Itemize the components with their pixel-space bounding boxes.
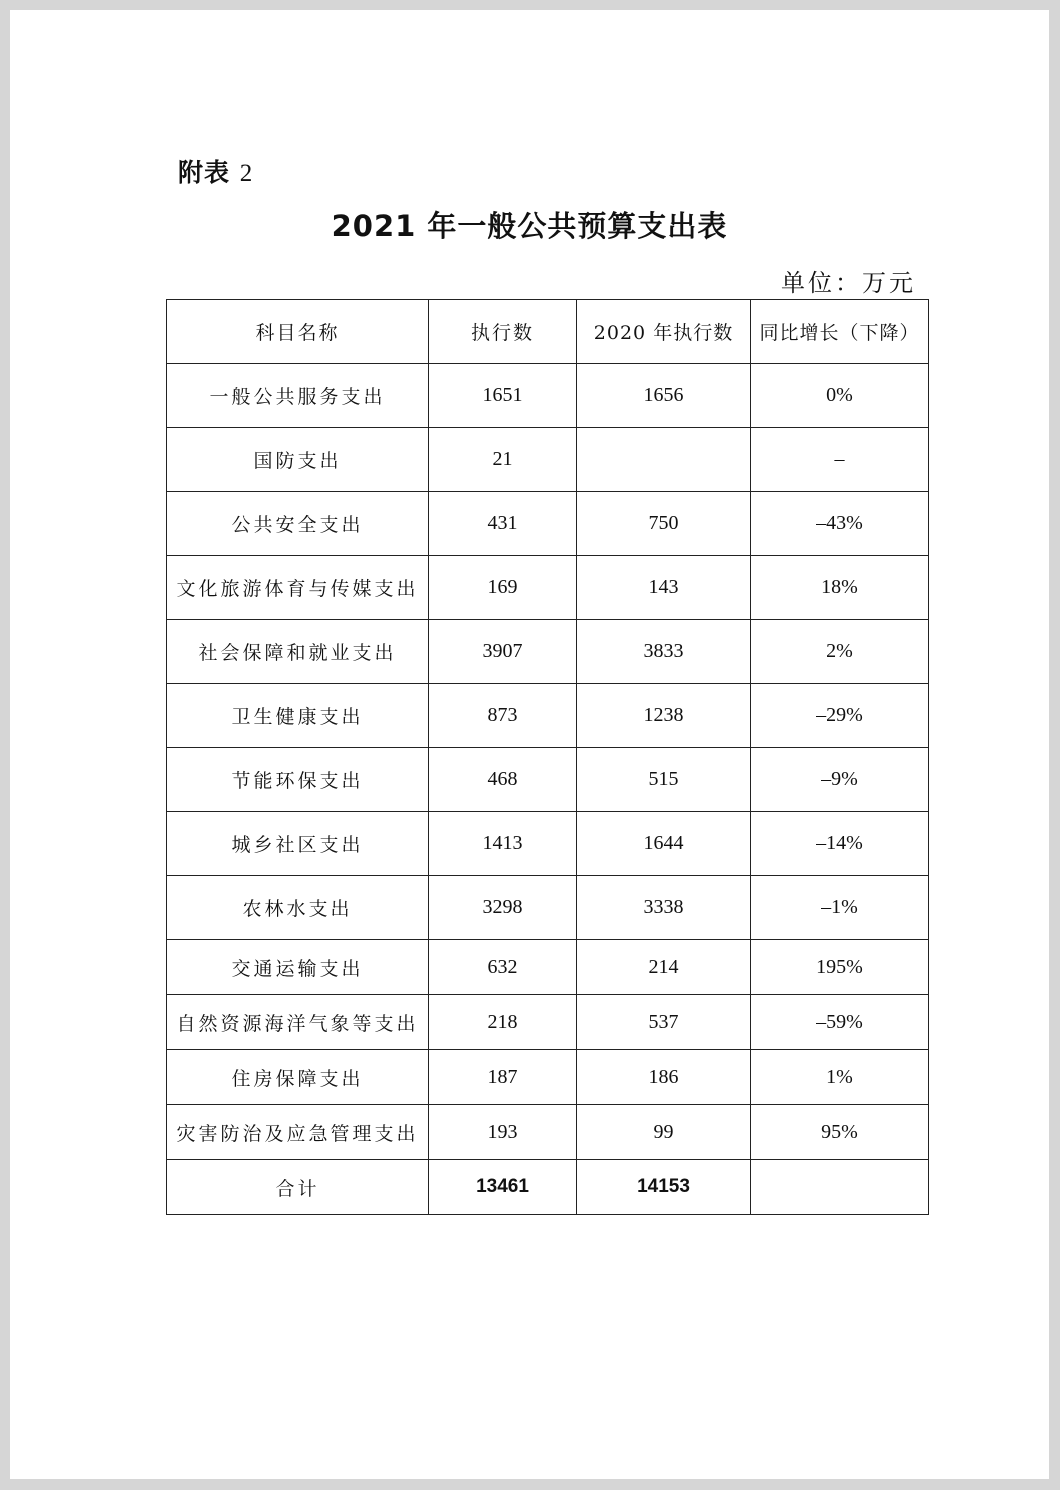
row-prev: 750 bbox=[577, 492, 751, 556]
row-prev: 537 bbox=[577, 995, 751, 1050]
row-exec: 632 bbox=[429, 940, 577, 995]
row-prev: 3338 bbox=[577, 876, 751, 940]
row-yoy: 95% bbox=[751, 1105, 929, 1160]
row-yoy: – bbox=[751, 428, 929, 492]
header-yoy: 同比增长（下降） bbox=[751, 300, 929, 364]
row-name: 节能环保支出 bbox=[167, 748, 429, 812]
table-row bbox=[167, 812, 929, 876]
row-prev: 214 bbox=[577, 940, 751, 995]
table-row bbox=[167, 364, 929, 428]
table-row bbox=[167, 876, 929, 940]
row-yoy: 1% bbox=[751, 1050, 929, 1105]
appendix-number: 2 bbox=[239, 160, 254, 187]
row-yoy: –43% bbox=[751, 492, 929, 556]
row-exec: 873 bbox=[429, 684, 577, 748]
table-row bbox=[167, 492, 929, 556]
row-exec: 21 bbox=[429, 428, 577, 492]
row-exec: 193 bbox=[429, 1105, 577, 1160]
row-exec: 169 bbox=[429, 556, 577, 620]
row-exec: 3907 bbox=[429, 620, 577, 684]
budget-table bbox=[166, 299, 929, 1215]
appendix-label bbox=[178, 153, 253, 189]
row-yoy: –1% bbox=[751, 876, 929, 940]
table-row bbox=[167, 428, 929, 492]
row-exec: 468 bbox=[429, 748, 577, 812]
row-name: 一般公共服务支出 bbox=[167, 364, 429, 428]
appendix-label-text: 附表 bbox=[178, 158, 231, 187]
table-row bbox=[167, 556, 929, 620]
table-row bbox=[167, 995, 929, 1050]
row-name: 社会保障和就业支出 bbox=[167, 620, 429, 684]
table-row bbox=[167, 748, 929, 812]
row-name: 公共安全支出 bbox=[167, 492, 429, 556]
row-exec: 3298 bbox=[429, 876, 577, 940]
row-exec: 1413 bbox=[429, 812, 577, 876]
row-yoy: –9% bbox=[751, 748, 929, 812]
row-prev: 515 bbox=[577, 748, 751, 812]
row-yoy: 195% bbox=[751, 940, 929, 995]
row-name: 城乡社区支出 bbox=[167, 812, 429, 876]
row-name: 交通运输支出 bbox=[167, 940, 429, 995]
row-yoy: –14% bbox=[751, 812, 929, 876]
row-exec: 187 bbox=[429, 1050, 577, 1105]
row-prev: 143 bbox=[577, 556, 751, 620]
row-name: 国防支出 bbox=[167, 428, 429, 492]
header-exec: 执行数 bbox=[429, 300, 577, 364]
row-yoy: –29% bbox=[751, 684, 929, 748]
row-yoy: –59% bbox=[751, 995, 929, 1050]
table-row bbox=[167, 940, 929, 995]
unit-label: 单位：万元 bbox=[781, 269, 916, 297]
row-prev bbox=[577, 428, 751, 492]
row-yoy: 2% bbox=[751, 620, 929, 684]
row-exec: 1651 bbox=[429, 364, 577, 428]
total-exec: 13461 bbox=[429, 1160, 577, 1215]
row-prev: 99 bbox=[577, 1105, 751, 1160]
table-row bbox=[167, 620, 929, 684]
row-name: 灾害防治及应急管理支出 bbox=[167, 1105, 429, 1160]
total-yoy bbox=[751, 1160, 929, 1215]
row-name: 农林水支出 bbox=[167, 876, 429, 940]
table-row bbox=[167, 1050, 929, 1105]
header-item-name: 科目名称 bbox=[167, 300, 429, 364]
row-yoy: 0% bbox=[751, 364, 929, 428]
row-name: 卫生健康支出 bbox=[167, 684, 429, 748]
document-page bbox=[10, 10, 1049, 1479]
header-prev-year: 2020 年执行数 bbox=[577, 300, 751, 364]
row-name: 文化旅游体育与传媒支出 bbox=[167, 556, 429, 620]
row-prev: 1656 bbox=[577, 364, 751, 428]
row-name: 自然资源海洋气象等支出 bbox=[167, 995, 429, 1050]
table-total-row bbox=[167, 1160, 929, 1215]
row-prev: 1238 bbox=[577, 684, 751, 748]
row-exec: 431 bbox=[429, 492, 577, 556]
table-header-row bbox=[167, 300, 929, 364]
table-row bbox=[167, 1105, 929, 1160]
row-prev: 186 bbox=[577, 1050, 751, 1105]
row-prev: 1644 bbox=[577, 812, 751, 876]
table-row bbox=[167, 684, 929, 748]
total-name: 合计 bbox=[167, 1160, 429, 1215]
row-exec: 218 bbox=[429, 995, 577, 1050]
row-prev: 3833 bbox=[577, 620, 751, 684]
page-title: 2021 年一般公共预算支出表 bbox=[331, 209, 728, 243]
row-yoy: 18% bbox=[751, 556, 929, 620]
row-name: 住房保障支出 bbox=[167, 1050, 429, 1105]
total-prev: 14153 bbox=[577, 1160, 751, 1215]
